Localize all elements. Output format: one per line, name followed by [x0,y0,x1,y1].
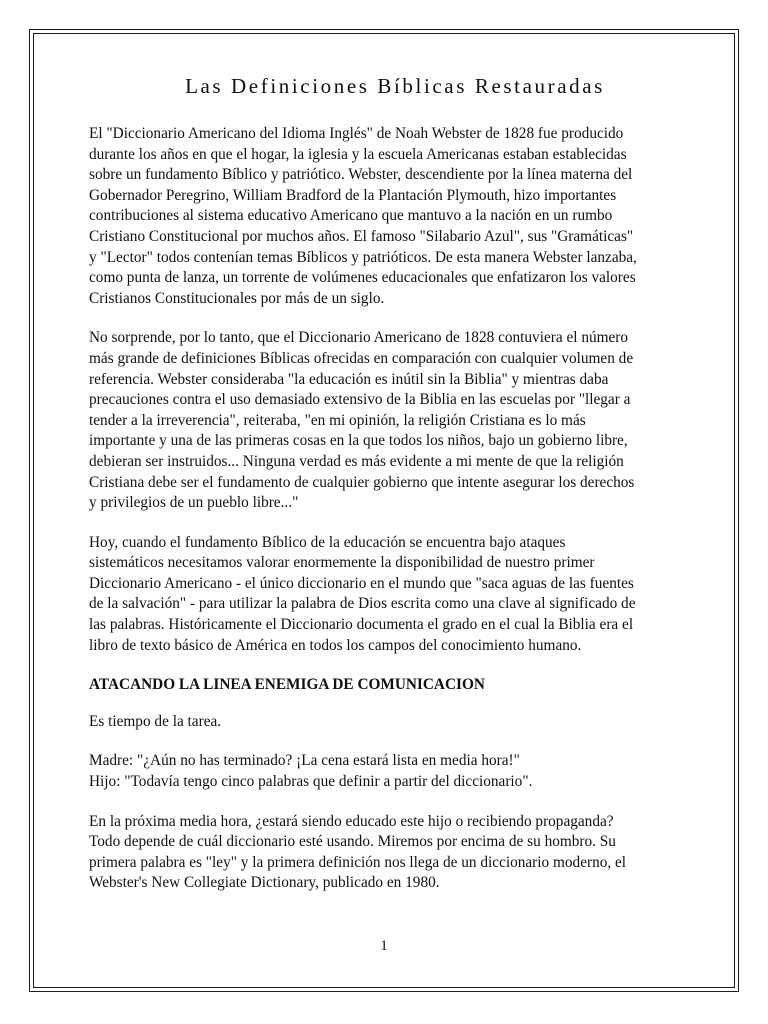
dialogue-mother-line: Madre: "¿Aún no has terminado? ¡La cena estará lista en media hora!" [89,752,520,770]
closing-paragraph: En la próxima media hora, ¿estará siendo educado este hijo o recibiendo propaganda? Todo depende de cuál diccionario esté usando. Miremos por encima de su hombro. Su primera palabra es "ley" y la primera definición nos llega de un diccionario moderno, el Webster's New Collegiate Dictionary, publicado en 1980. [89,812,627,892]
homework-line: Es tiempo de la tarea. [89,712,222,730]
paragraph-webster-history: El "Diccionario Americano del Idioma Inglés" de Noah Webster de 1828 fue producido durante los años en que el hogar, la iglesia y la escuela Americanas estaban establecidas sobre un fundamento Bíblico y patriótico. Webster, descendiente por la línea materna del Gobernador Peregrino, William Bradford de la Plantación Plymouth, hizo importantes contribuciones al sistema educativo Americano que mantuvo a la nación en un rumbo Cristiano Constitucional por muchos años. El famoso "Silabario Azul", sus "Gramáticas" y "Lector" todos contenían temas Bíblicos y patrióticos. De esta manera Webster lanzaba, como punta de lanza, un torrente de volúmenes educacionales que enfatizaron los valores Cristianos Constitucionales por más de un siglo. [89,125,637,307]
paragraph-education-today: Hoy, cuando el fundamento Bíblico de la educación se encuentra bajo ataques sistemáticos necesitamos valorar enormemente la disponibilidad de nuestro primer Diccionario Americano - el único diccionario en el mundo que "saca aguas de las fuentes de la salvación" - para utilizar la palabra de Dios escrita como una clave al significado de las palabras. Históricamente el Diccionario documenta el grado en el cual la Biblia era el libro de texto básico de América en todos los campos del conocimiento humano. [89,533,636,654]
dialogue-son-line: Hijo: "Todavía tengo cinco palabras que definir a partir del diccionario". [89,773,533,791]
document-body [89,72,701,913]
paragraph-biblical-definitions: No sorprende, por lo tanto, que el Diccionario Americano de 1828 contuviera el número más grande de definiciones Bíblicas ofrecidas en comparación con cualquier volumen de referencia. Webster consideraba "la educación es inútil sin la Biblia" y mientras daba precauciones contra el uso demasiado extensivo de la Biblia en las escuelas por "llegar a tender a la irreverencia", reiteraba, "en mi opinión, la religión Cristiana es lo más importante y una de las primeras cosas en la que todos los niños, bajo un gobierno libre, debieran ser instruidos... Ninguna verdad es más evidente a mi mente de que la religión Cristiana debe ser el fundamento de cualquier gobierno que intente asegurar los derechos y privilegios de un pueblo libre..." [89,329,635,512]
document-title: Las Definiciones Bíblicas Restauradas [185,74,605,98]
page-number: 1 [380,938,388,954]
dialogue [89,751,701,792]
section-heading: ATACANDO LA LINEA ENEMIGA DE COMUNICACION [89,676,485,694]
